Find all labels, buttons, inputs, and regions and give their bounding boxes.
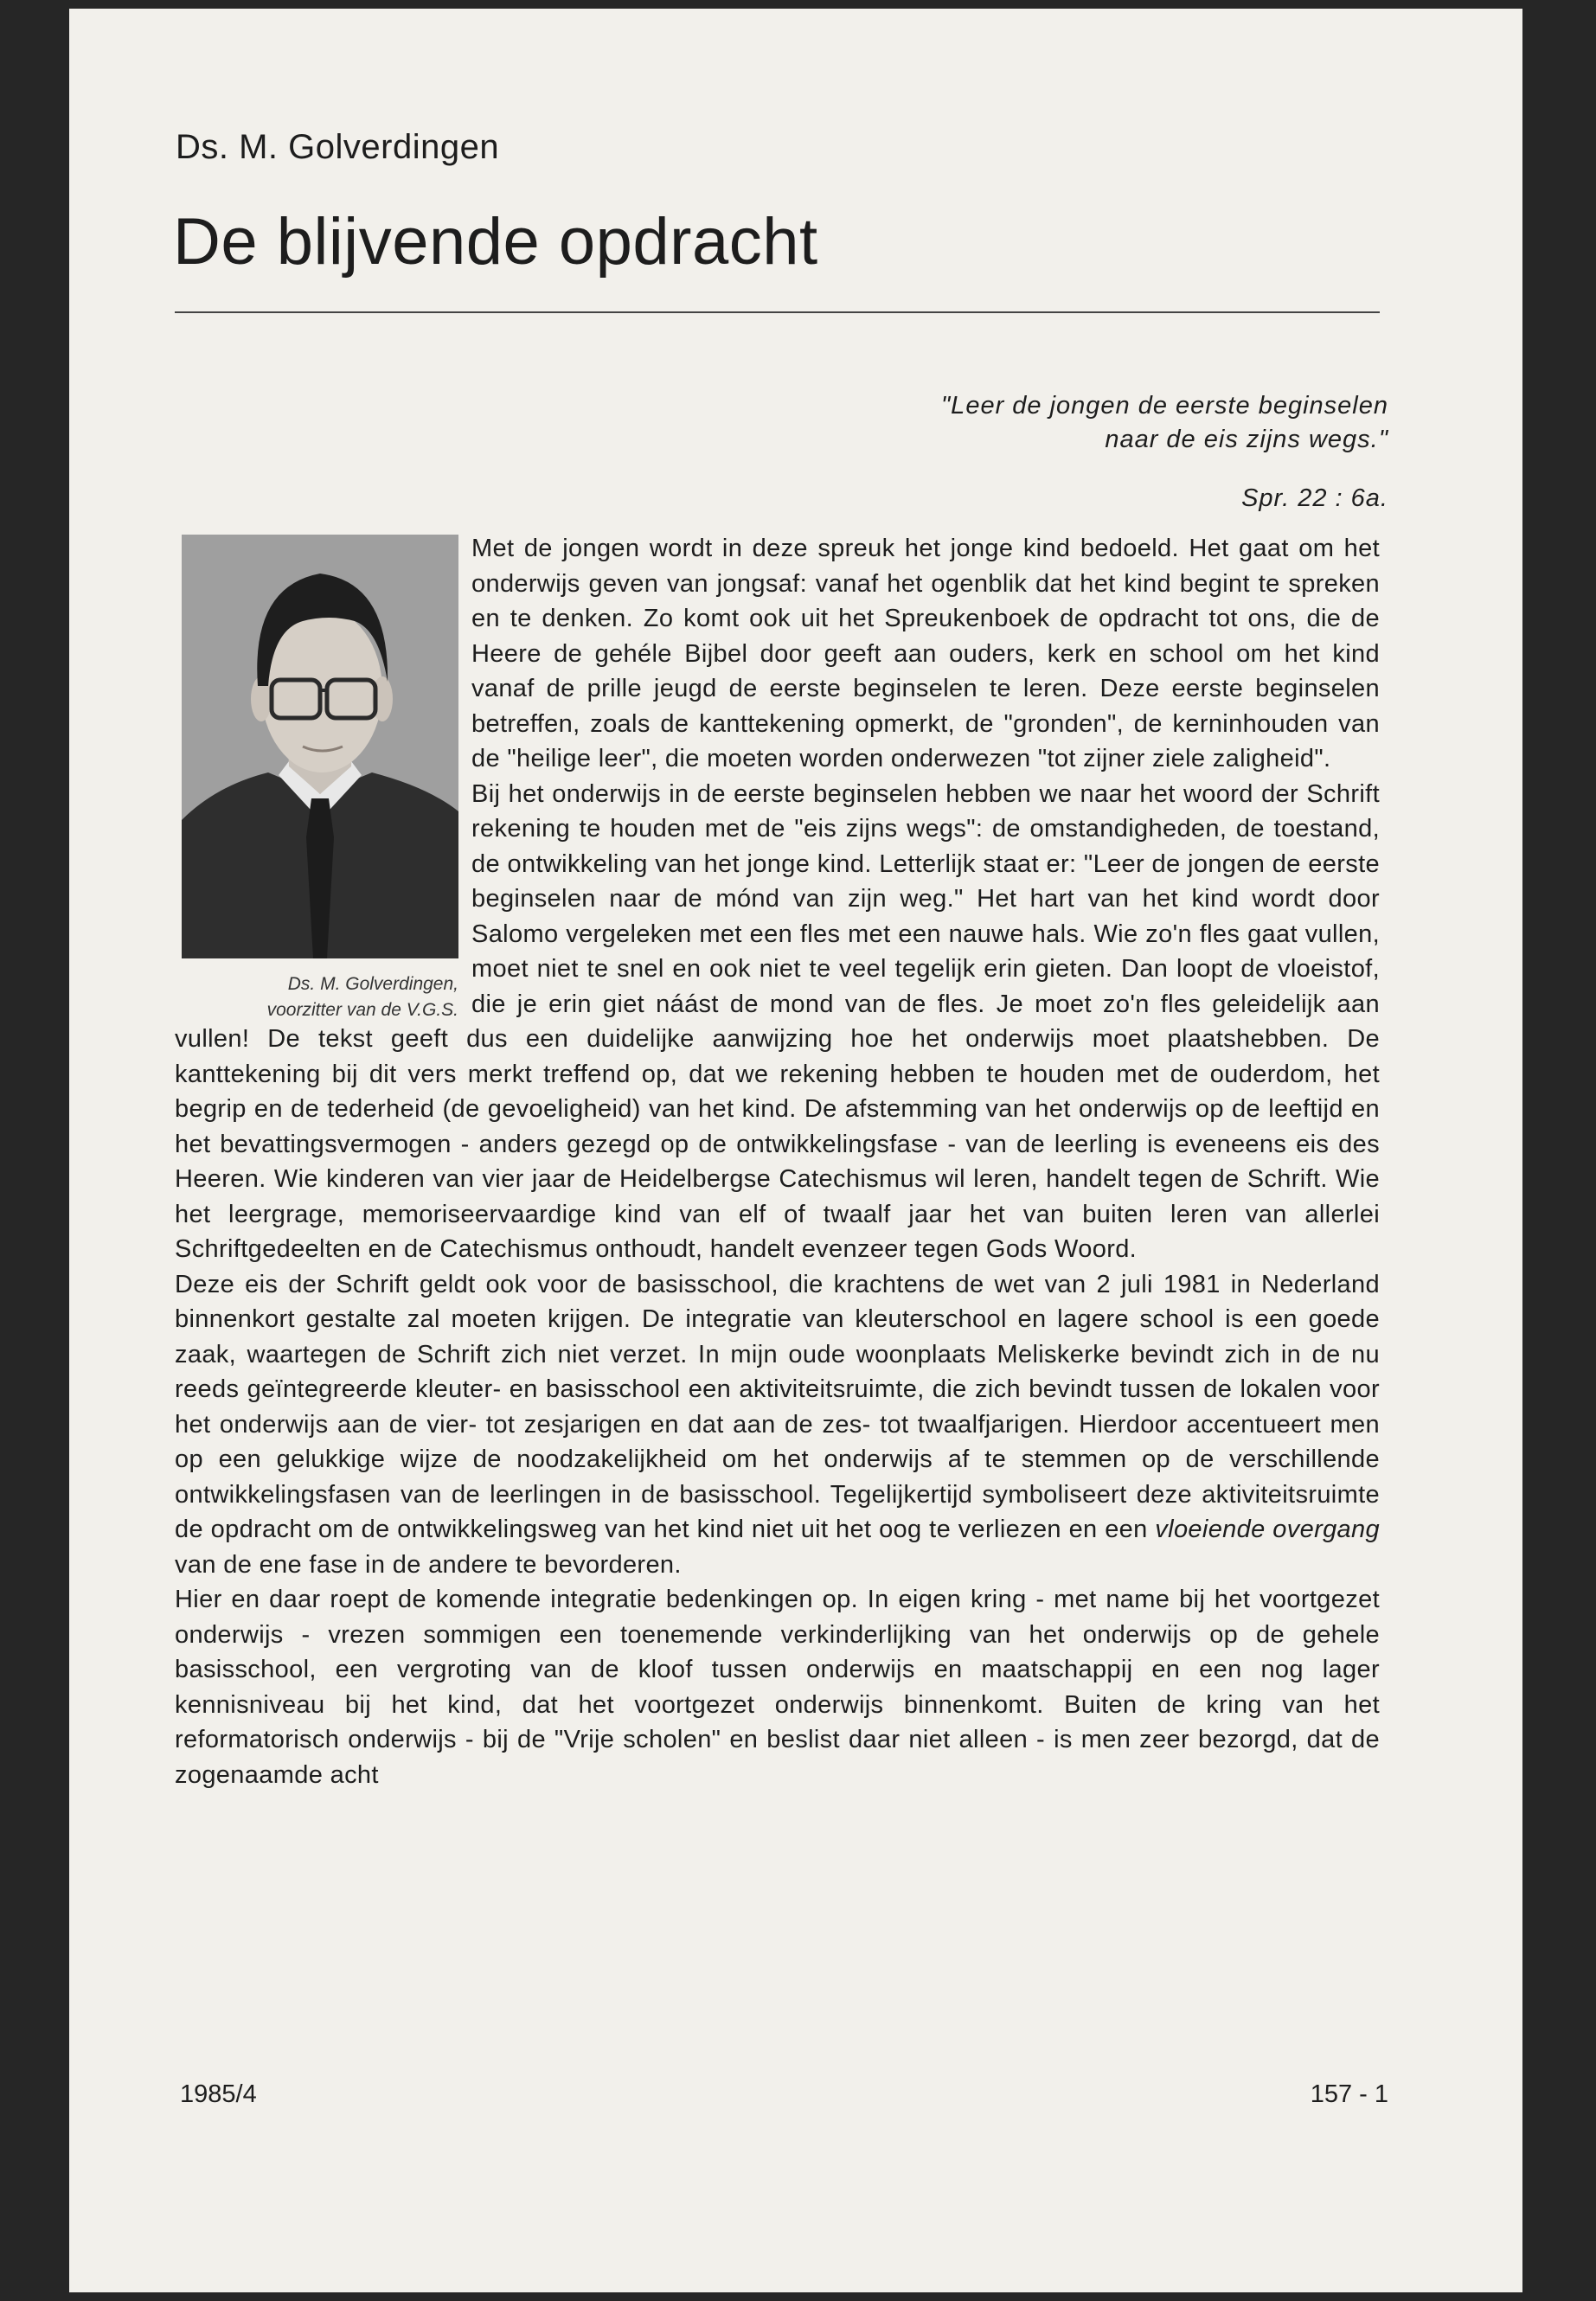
epigraph-quote xyxy=(941,389,1388,457)
paragraph-3-emphasis: vloeiende overgang xyxy=(1155,1516,1380,1543)
photo-space xyxy=(175,531,471,1020)
paragraph-3-text: Deze eis der Schrift geldt ook voor de basisschool, die krachtens de wet van 2 juli 1981 in Nederland binnenkort gestalte zal moeten krijgen. De integratie van kleuterschool en lagere school is een goede zaak, waartegen de Schrift zich niet verzet. In mijn oude woonplaats Meliskerke bevindt zich in de nu reeds geïntegreerde kleuter- en basisschool een aktiviteitsruimte, die zich bevindt tussen de lokalen voor het onderwijs aan de vier- tot zesjarigen en dat aan de zes- tot twaalfjarigen. Hierdoor accentueert men op een gelukkige wijze de noodzakelijkheid om het onderwijs af te stemmen op de verschillende ontwikkelingsfasen van de leerlingen in de basisschool. Tegelijkertijd symboliseert deze aktiviteitsruimte de opdracht om de ontwikkelingsweg van het kind niet uit het oog te verliezen en een xyxy=(175,1270,1380,1543)
epigraph-line-2: naar de eis zijns wegs." xyxy=(1105,426,1388,453)
paragraph-4: Hier en daar roept de komende integratie bedenkingen op. In eigen kring - met name bij het voortgezet onderwijs - vrezen sommigen een toenemende verkinderlijking van het onderwijs op de gehele basisschool, een vergroting van de kloof tussen onderwijs en maatschappij en een nog lager kennisniveau bij het kind, dat het voortgezet onderwijs binnenkomt. Buiten de kring van het reformatorisch onderwijs - bij de "Vrije scholen" en beslist daar niet alleen - is men zeer bezorgd, dat de zogenaamde acht xyxy=(175,1586,1380,1789)
epigraph-reference: Spr. 22 : 6a. xyxy=(1241,484,1388,512)
paragraph-3 xyxy=(175,1267,1380,1583)
caption-line-1: Ds. M. Golverdingen, xyxy=(287,974,458,994)
paragraph-3-end: van de ene fase in de andere te bevorderen. xyxy=(175,1550,682,1579)
paragraph-1: Met de jongen wordt in deze spreuk het jonge kind bedoeld. Het gaat om het onderwijs geven van jongsaf: vanaf het ogenblik dat het kind begint te spreken en te denken. Zo komt ook uit het Spreukenboek de opdracht tot ons, die de Heere de gehéle Bijbel door geeft aan ouders, kerk en school om het kind vanaf de prille jeugd de eerste beginselen te leren. Deze eerste beginselen betreffen, zoals de kanttekening opmerkt, de "gronden", de kerninhouden van de "heilige leer", die moeten worden onderwezen "tot zijner ziele zaligheid". xyxy=(471,535,1380,772)
caption-line-2: voorzitter van de V.G.S. xyxy=(266,1000,458,1020)
author-name: Ds. M. Golverdingen xyxy=(176,128,500,166)
article-title: De blijvende opdracht xyxy=(173,205,818,279)
article-body xyxy=(175,531,1380,1792)
issue-number: 1985/4 xyxy=(180,2080,257,2108)
page-number: 157 - 1 xyxy=(1310,2080,1388,2108)
epigraph-line-1: "Leer de jongen de eerste beginselen xyxy=(940,392,1388,420)
paragraph-2: Bij het onderwijs in de eerste beginselen hebben we naar het woord der Schrift rekening te houden met de "eis zijns wegs": de omstandigheden, de toestand, de ontwikkeling van het jonge kind. Letterlijk staat er: "Leer de jongen de eerste beginselen naar de mónd van zijn weg." Het hart van het kind wordt door Salomo vergeleken met een fles met een nauwe hals. Wie zo'n fles gaat vullen, moet niet te snel en ook niet te veel tegelijk erin gieten. Dan loopt de vloeistof, die je erin giet náást de mond van de fles. Je moet zo'n fles geleidelijk aan vullen! De tekst geeft dus een duidelijke aanwijzing hoe het onderwijs moet plaatshebben. De kanttekening bij dit vers merkt treffend op, dat we rekening hebben te houden met de ouderdom, het begrip en de tederheid (de gevoeligheid) van het kind. De afstemming van het onderwijs op de leeftijd en het bevattingsvermogen - anders gezegd op de ontwikkelingsfase - van de leerling is eveneens eis des Heeren. Wie kinderen van vier jaar de Heidelbergse Catechismus wil leren, handelt tegen de Schrift. Wie het leergrage, memoriseervaardige kind van elf of twaalf jaar het van buiten leren van allerlei Schriftgedeelten en de Catechismus onthoudt, handelt evenzeer tegen Gods Woord. xyxy=(175,779,1380,1263)
document-page xyxy=(69,9,1522,2292)
title-divider xyxy=(175,311,1380,313)
